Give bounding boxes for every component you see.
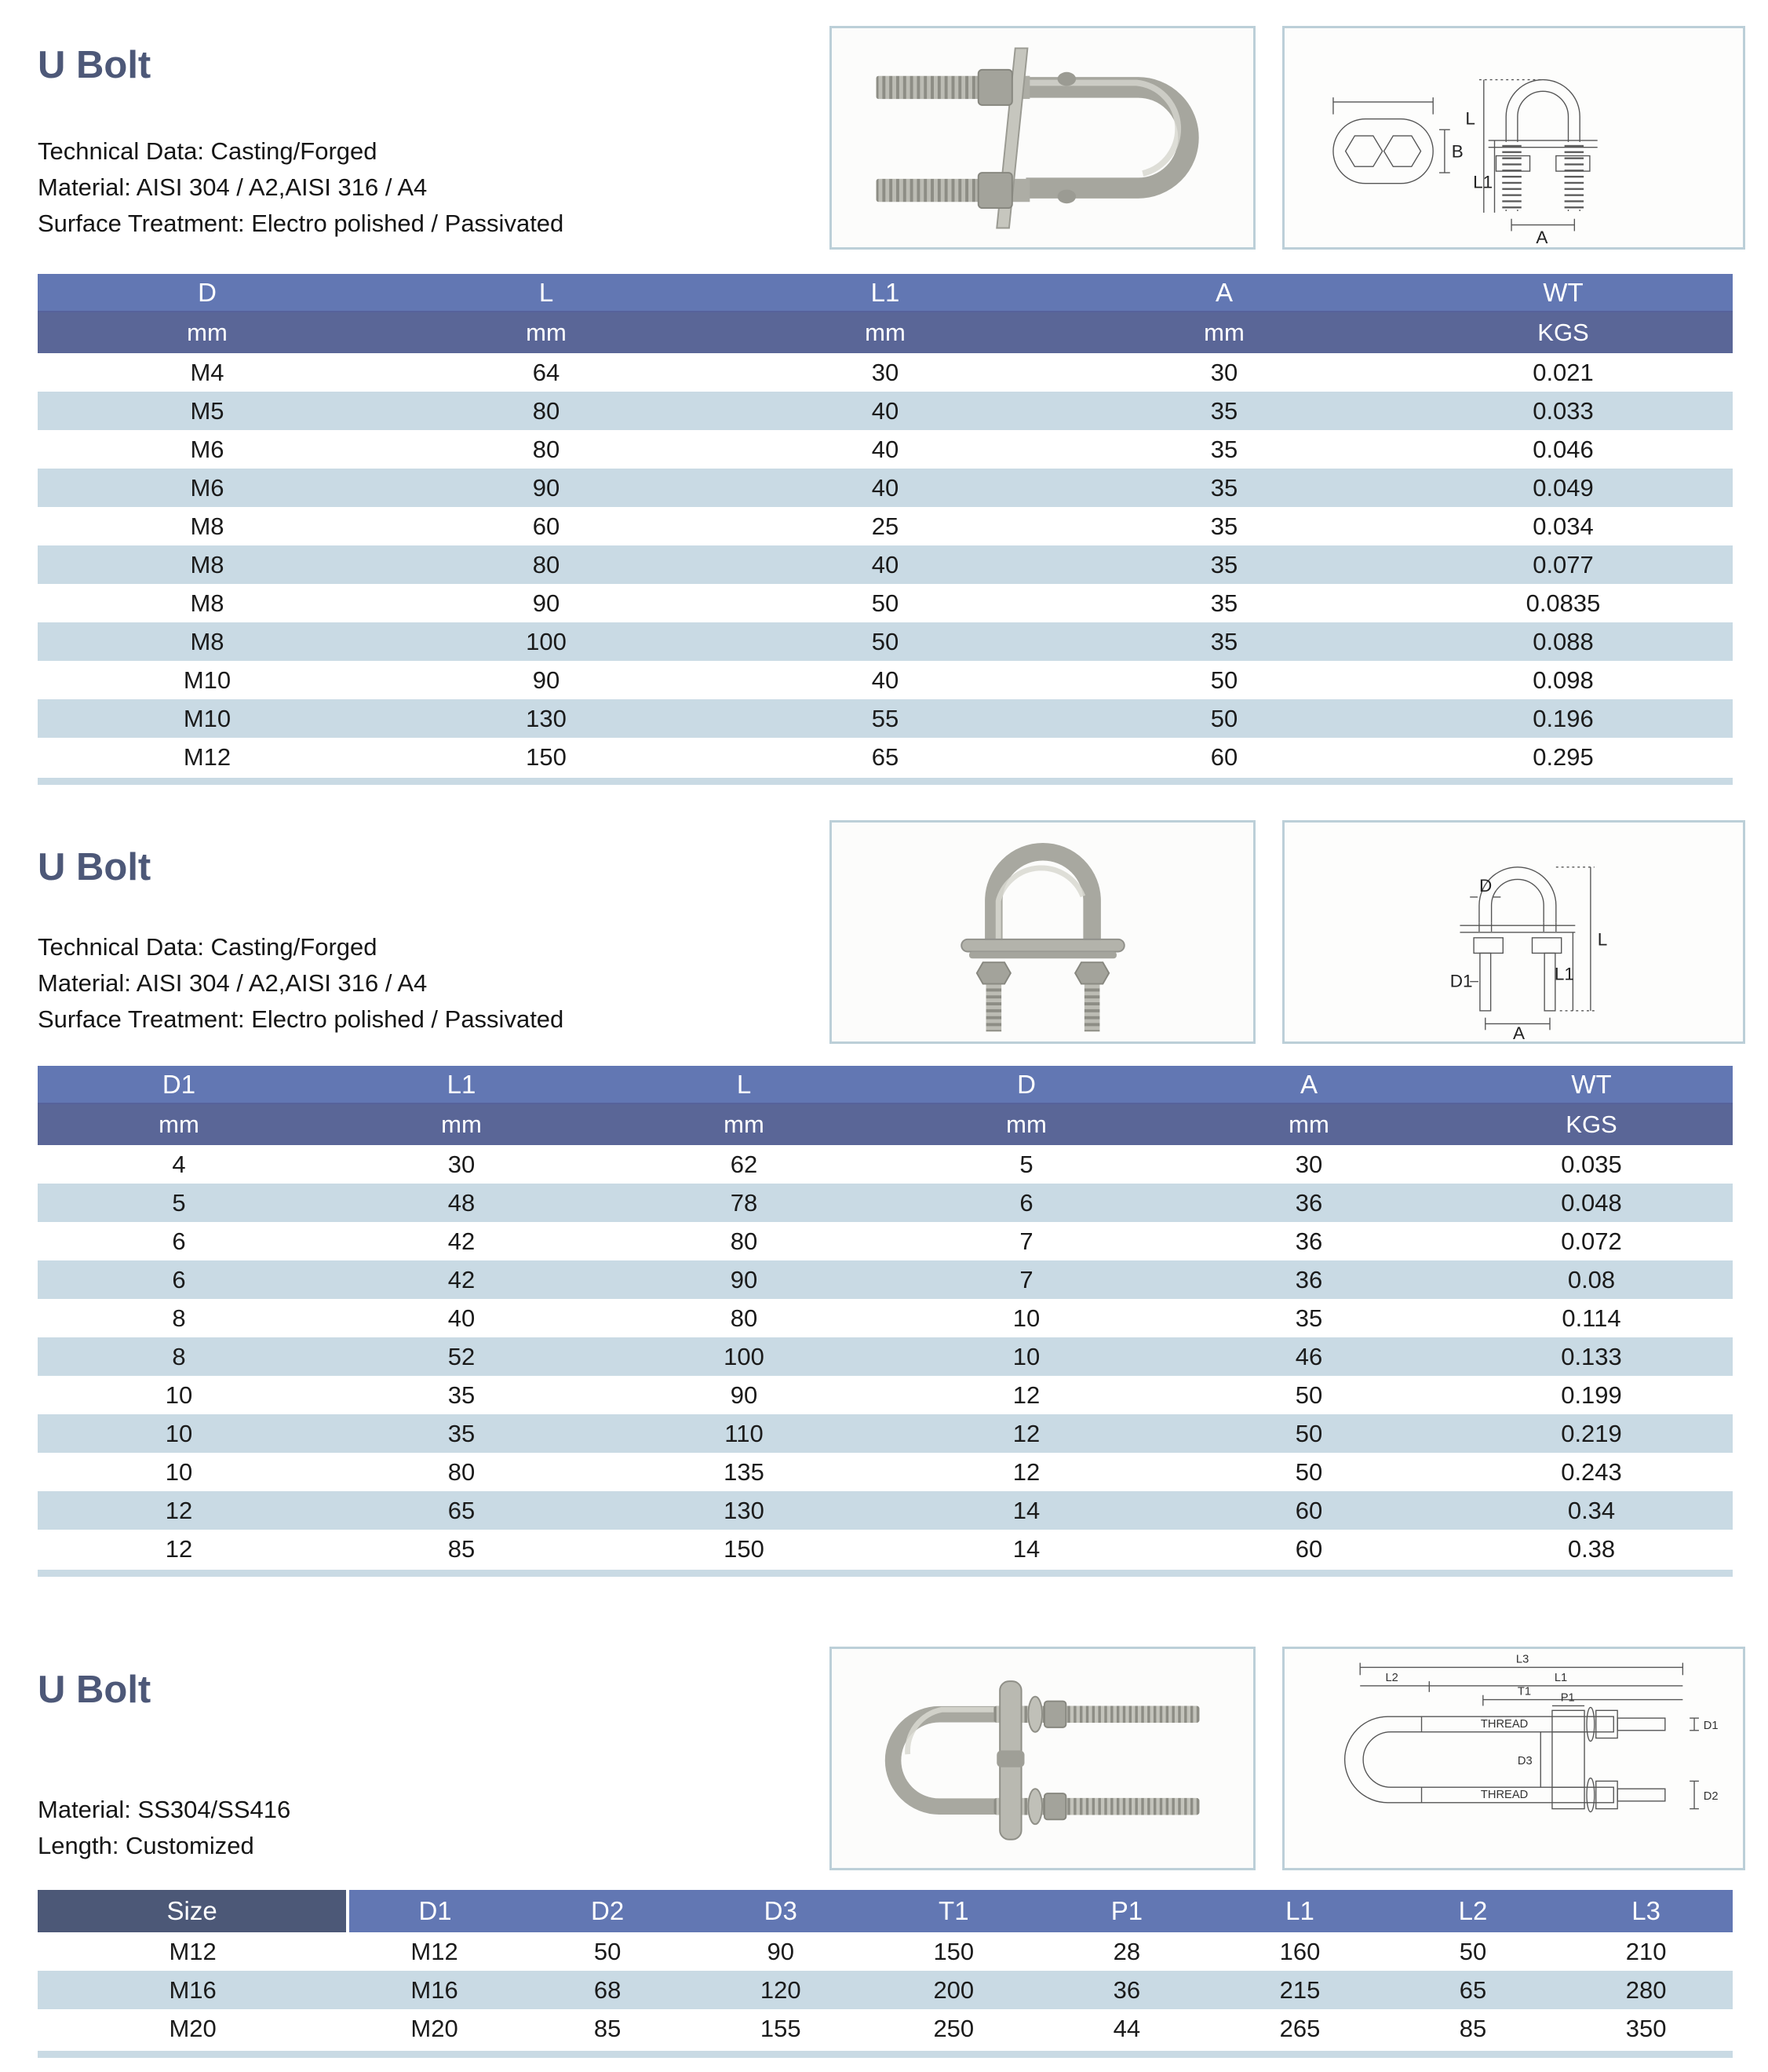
table-row (38, 545, 1733, 584)
table-cell: 65 (320, 1491, 603, 1530)
table-cell: 55 (716, 699, 1055, 738)
column-header: WT (1394, 274, 1733, 312)
table-cell: 35 (1055, 430, 1394, 469)
table-cell: 14 (885, 1530, 1168, 1568)
table-cell: 50 (1168, 1376, 1450, 1414)
column-header: D (38, 274, 377, 312)
table-cell: 6 (38, 1260, 320, 1299)
table-cell: 50 (716, 622, 1055, 661)
table-cell: 90 (694, 1932, 867, 1971)
table-cell: 150 (867, 1932, 1041, 1971)
table-cell: 35 (1055, 507, 1394, 545)
table-row (38, 1932, 1733, 1971)
u-bolt-diagram-illustration (1285, 28, 1743, 247)
dimension-label-d3: D3 (1517, 1754, 1533, 1767)
column-unit: mm (377, 312, 716, 353)
section-1-description (38, 133, 563, 242)
table-header-row (38, 1066, 1733, 1103)
table-cell: M4 (38, 353, 377, 392)
column-unit: mm (603, 1103, 885, 1145)
table-row (38, 661, 1733, 699)
dimension-label-b: B (1451, 141, 1464, 162)
table-cell: 65 (716, 738, 1055, 776)
table-cell: 0.088 (1394, 622, 1733, 661)
table-cell: 80 (320, 1453, 603, 1491)
table-row (38, 738, 1733, 776)
column-unit: mm (716, 312, 1055, 353)
u-bolt-photo-2 (829, 820, 1256, 1044)
table-cell: 46 (1168, 1337, 1450, 1376)
table-bottom-strip (38, 778, 1733, 785)
table-cell: 80 (603, 1222, 885, 1260)
table-cell: 35 (1055, 584, 1394, 622)
table-cell: 10 (885, 1299, 1168, 1337)
table-cell: 0.046 (1394, 430, 1733, 469)
u-bolt-diagram-1 (1282, 26, 1745, 250)
u-bolt-photo-1 (829, 26, 1256, 250)
table-row (38, 469, 1733, 507)
table-row (38, 584, 1733, 622)
table-cell: 35 (1055, 545, 1394, 584)
table-cell: 60 (1168, 1491, 1450, 1530)
column-unit: mm (38, 1103, 320, 1145)
table-cell: 4 (38, 1145, 320, 1184)
table-cell: M20 (348, 2009, 521, 2048)
table-cell: 36 (1168, 1222, 1450, 1260)
table-cell: 36 (1168, 1260, 1450, 1299)
u-bolt-photo-illustration (832, 1649, 1253, 1868)
table-row (38, 1376, 1733, 1414)
column-header: L (603, 1066, 885, 1103)
table-cell: 130 (603, 1491, 885, 1530)
table-cell: M10 (38, 699, 377, 738)
dimension-label-d: D (1478, 876, 1493, 896)
table-cell: 42 (320, 1222, 603, 1260)
table-row (38, 1971, 1733, 2009)
thread-label: THREAD (1480, 1788, 1529, 1801)
section-3-description (38, 1792, 290, 1864)
table-cell: 135 (603, 1453, 885, 1491)
section-2-description (38, 929, 563, 1038)
column-header: L2 (1387, 1890, 1560, 1932)
table-cell: 280 (1559, 1971, 1733, 2009)
table-cell: 35 (1168, 1299, 1450, 1337)
table-cell: 50 (1387, 1932, 1560, 1971)
table-cell: 0.048 (1450, 1184, 1733, 1222)
u-bolt-diagram-illustration (1285, 823, 1743, 1041)
table-cell: M12 (38, 738, 377, 776)
table-cell: 12 (885, 1414, 1168, 1453)
table-row (38, 507, 1733, 545)
table-cell: 90 (377, 469, 716, 507)
table-row (38, 392, 1733, 430)
description-line: Surface Treatment: Electro polished / Passivated (38, 210, 564, 237)
table-cell: 0.295 (1394, 738, 1733, 776)
table-cell: 110 (603, 1414, 885, 1453)
table-cell: 35 (320, 1376, 603, 1414)
table-cell: M8 (38, 584, 377, 622)
table-cell: 0.098 (1394, 661, 1733, 699)
table-cell: M20 (38, 2009, 348, 2048)
table-cell: 265 (1213, 2009, 1387, 2048)
table-cell: 50 (1055, 661, 1394, 699)
table-cell: 150 (603, 1530, 885, 1568)
table-cell: 36 (1041, 1971, 1214, 2009)
column-header: P1 (1041, 1890, 1214, 1932)
table-cell: M16 (348, 1971, 521, 2009)
table-cell: 8 (38, 1299, 320, 1337)
table-cell: 0.243 (1450, 1453, 1733, 1491)
dimension-label-t1: T1 (1517, 1685, 1532, 1698)
u-bolt-diagram-illustration (1285, 1649, 1743, 1868)
table-cell: 40 (320, 1299, 603, 1337)
column-header: T1 (867, 1890, 1041, 1932)
table-cell: 52 (320, 1337, 603, 1376)
column-unit: mm (1168, 1103, 1450, 1145)
table-cell: M6 (38, 430, 377, 469)
u-bolt-diagram-2 (1282, 820, 1745, 1044)
table-cell: 35 (320, 1414, 603, 1453)
column-header: D1 (348, 1890, 521, 1932)
table-cell: 12 (38, 1530, 320, 1568)
table-cell: 48 (320, 1184, 603, 1222)
table-cell: 0.035 (1450, 1145, 1733, 1184)
table-row (38, 1530, 1733, 1568)
table-cell: 155 (694, 2009, 867, 2048)
table-cell: 60 (377, 507, 716, 545)
table-cell: 50 (1168, 1453, 1450, 1491)
table-row (38, 1414, 1733, 1453)
table-cell: 350 (1559, 2009, 1733, 2048)
table-row (38, 430, 1733, 469)
dimension-label-a: A (1513, 1023, 1526, 1041)
table-cell: 0.38 (1450, 1530, 1733, 1568)
table-cell: 12 (885, 1453, 1168, 1491)
table-cell: 10 (885, 1337, 1168, 1376)
table-cell: 40 (716, 545, 1055, 584)
spec-table-3 (38, 1890, 1733, 2048)
description-line: Technical Data: Casting/Forged (38, 933, 377, 961)
table-cell: 12 (885, 1376, 1168, 1414)
table-cell: 0.196 (1394, 699, 1733, 738)
table-header-row (38, 1890, 1733, 1932)
column-unit: mm (38, 312, 377, 353)
table-cell: 10 (38, 1376, 320, 1414)
table-cell: 64 (377, 353, 716, 392)
section-3-title: U Bolt (38, 1668, 151, 1711)
table-cell: 100 (377, 622, 716, 661)
column-header: L1 (716, 274, 1055, 312)
table-cell: 150 (377, 738, 716, 776)
u-bolt-photo-illustration (832, 823, 1253, 1041)
table-cell: 215 (1213, 1971, 1387, 2009)
table-cell: 0.133 (1450, 1337, 1733, 1376)
table-cell: 0.033 (1394, 392, 1733, 430)
table-units-row (38, 312, 1733, 353)
table-cell: 50 (1168, 1414, 1450, 1453)
table-cell: 130 (377, 699, 716, 738)
table-bottom-strip (38, 2051, 1733, 2058)
table-cell: 6 (38, 1222, 320, 1260)
u-bolt-photo-3 (829, 1647, 1256, 1870)
column-header: WT (1450, 1066, 1733, 1103)
table-cell: 40 (716, 392, 1055, 430)
dimension-label-l1: L1 (1473, 172, 1493, 192)
table-cell: 50 (1055, 699, 1394, 738)
description-line: Material: SS304/SS416 (38, 1796, 291, 1823)
column-header: A (1055, 274, 1394, 312)
table-cell: 30 (320, 1145, 603, 1184)
table-cell: 250 (867, 2009, 1041, 2048)
table-cell: 0.072 (1450, 1222, 1733, 1260)
table-cell: 80 (377, 545, 716, 584)
table-cell: M10 (38, 661, 377, 699)
table-cell: 160 (1213, 1932, 1387, 1971)
table-cell: 85 (1387, 2009, 1560, 2048)
thread-label: THREAD (1480, 1717, 1529, 1731)
table-cell: 68 (521, 1971, 694, 2009)
table-cell: 78 (603, 1184, 885, 1222)
description-line: Material: AISI 304 / A2,AISI 316 / A4 (38, 173, 428, 201)
column-header: D3 (694, 1890, 867, 1932)
column-header: L1 (1213, 1890, 1387, 1932)
column-unit: mm (1055, 312, 1394, 353)
table-cell: 0.34 (1450, 1491, 1733, 1530)
table-cell: 7 (885, 1260, 1168, 1299)
table-cell: 0.077 (1394, 545, 1733, 584)
table-cell: 80 (377, 430, 716, 469)
table-cell: 5 (38, 1184, 320, 1222)
table-cell: 90 (603, 1376, 885, 1414)
dimension-label-l: L (1597, 929, 1608, 950)
table-cell: 40 (716, 661, 1055, 699)
description-line: Surface Treatment: Electro polished / Passivated (38, 1005, 564, 1033)
table-cell: 120 (694, 1971, 867, 2009)
u-bolt-diagram-3 (1282, 1647, 1745, 1870)
dimension-label-d2: D2 (1703, 1789, 1719, 1803)
table-cell: M12 (348, 1932, 521, 1971)
column-header: A (1168, 1066, 1450, 1103)
description-line: Technical Data: Casting/Forged (38, 137, 377, 165)
spec-table-1 (38, 274, 1733, 776)
dimension-label-d1: D1 (1449, 971, 1473, 991)
table-row (38, 1184, 1733, 1222)
table-cell: 28 (1041, 1932, 1214, 1971)
table-cell: 62 (603, 1145, 885, 1184)
table-cell: 210 (1559, 1932, 1733, 1971)
table-cell: 0.049 (1394, 469, 1733, 507)
table-row (38, 1222, 1733, 1260)
table-cell: 35 (1055, 622, 1394, 661)
table-cell: 0.114 (1450, 1299, 1733, 1337)
table-cell: 90 (377, 584, 716, 622)
table-row (38, 1453, 1733, 1491)
column-header: D1 (38, 1066, 320, 1103)
table-cell: M8 (38, 507, 377, 545)
column-header: D2 (521, 1890, 694, 1932)
section-1-title: U Bolt (38, 43, 151, 86)
table-cell: 40 (716, 469, 1055, 507)
table-cell: 35 (1055, 469, 1394, 507)
table-cell: 12 (38, 1491, 320, 1530)
table-cell: 80 (603, 1299, 885, 1337)
table-row (38, 1337, 1733, 1376)
table-cell: 85 (320, 1530, 603, 1568)
column-unit: mm (885, 1103, 1168, 1145)
dimension-label-p1: P1 (1560, 1691, 1575, 1705)
table-cell: 6 (885, 1184, 1168, 1222)
table-cell: 85 (521, 2009, 694, 2048)
table-bottom-strip (38, 1570, 1733, 1577)
table-cell: 7 (885, 1222, 1168, 1260)
table-cell: 50 (716, 584, 1055, 622)
dimension-label-l1: L1 (1554, 1672, 1568, 1685)
table-cell: 36 (1168, 1184, 1450, 1222)
table-header-row (38, 274, 1733, 312)
table-cell: M12 (38, 1932, 348, 1971)
table-cell: 60 (1055, 738, 1394, 776)
table-cell: 90 (603, 1260, 885, 1299)
dimension-label-l3: L3 (1515, 1653, 1529, 1666)
description-line: Length: Customized (38, 1832, 254, 1859)
table-row (38, 353, 1733, 392)
table-cell: 30 (716, 353, 1055, 392)
table-cell: 10 (38, 1453, 320, 1491)
table-cell: 80 (377, 392, 716, 430)
dimension-label-l1: L1 (1554, 964, 1574, 984)
table-cell: 0.08 (1450, 1260, 1733, 1299)
table-cell: 30 (1055, 353, 1394, 392)
table-row (38, 2009, 1733, 2048)
table-cell: M16 (38, 1971, 348, 2009)
table-cell: 100 (603, 1337, 885, 1376)
table-cell: 44 (1041, 2009, 1214, 2048)
column-unit: KGS (1450, 1103, 1733, 1145)
table-cell: M8 (38, 545, 377, 584)
table-units-row (38, 1103, 1733, 1145)
dimension-label-d1: D1 (1703, 1719, 1719, 1732)
table-cell: 25 (716, 507, 1055, 545)
table-row (38, 1491, 1733, 1530)
table-cell: 65 (1387, 1971, 1560, 2009)
table-row (38, 1260, 1733, 1299)
table-cell: M5 (38, 392, 377, 430)
table-cell: 200 (867, 1971, 1041, 2009)
table-cell: 0.219 (1450, 1414, 1733, 1453)
column-header: L1 (320, 1066, 603, 1103)
description-line: Material: AISI 304 / A2,AISI 316 / A4 (38, 969, 428, 997)
table-cell: 5 (885, 1145, 1168, 1184)
column-unit: KGS (1394, 312, 1733, 353)
column-header: L (377, 274, 716, 312)
table-cell: 0.0835 (1394, 584, 1733, 622)
table-cell: 0.034 (1394, 507, 1733, 545)
table-cell: 0.021 (1394, 353, 1733, 392)
table-cell: 40 (716, 430, 1055, 469)
dimension-label-l: L (1465, 108, 1475, 129)
dimension-label-l2: L2 (1385, 1672, 1398, 1685)
column-header: Size (38, 1890, 348, 1932)
table-row (38, 1299, 1733, 1337)
u-bolt-photo-illustration (832, 28, 1253, 247)
table-cell: M8 (38, 622, 377, 661)
table-cell: 0.199 (1450, 1376, 1733, 1414)
table-cell: M6 (38, 469, 377, 507)
table-cell: 42 (320, 1260, 603, 1299)
table-row (38, 622, 1733, 661)
table-cell: 35 (1055, 392, 1394, 430)
table-cell: 10 (38, 1414, 320, 1453)
table-cell: 14 (885, 1491, 1168, 1530)
table-cell: 50 (521, 1932, 694, 1971)
column-header: L3 (1559, 1890, 1733, 1932)
section-2-title: U Bolt (38, 845, 151, 888)
table-cell: 8 (38, 1337, 320, 1376)
spec-table-2 (38, 1066, 1733, 1568)
table-cell: 90 (377, 661, 716, 699)
column-unit: mm (320, 1103, 603, 1145)
table-cell: 60 (1168, 1530, 1450, 1568)
column-header: D (885, 1066, 1168, 1103)
dimension-label-a: A (1536, 228, 1548, 247)
table-row (38, 699, 1733, 738)
table-cell: 30 (1168, 1145, 1450, 1184)
table-row (38, 1145, 1733, 1184)
